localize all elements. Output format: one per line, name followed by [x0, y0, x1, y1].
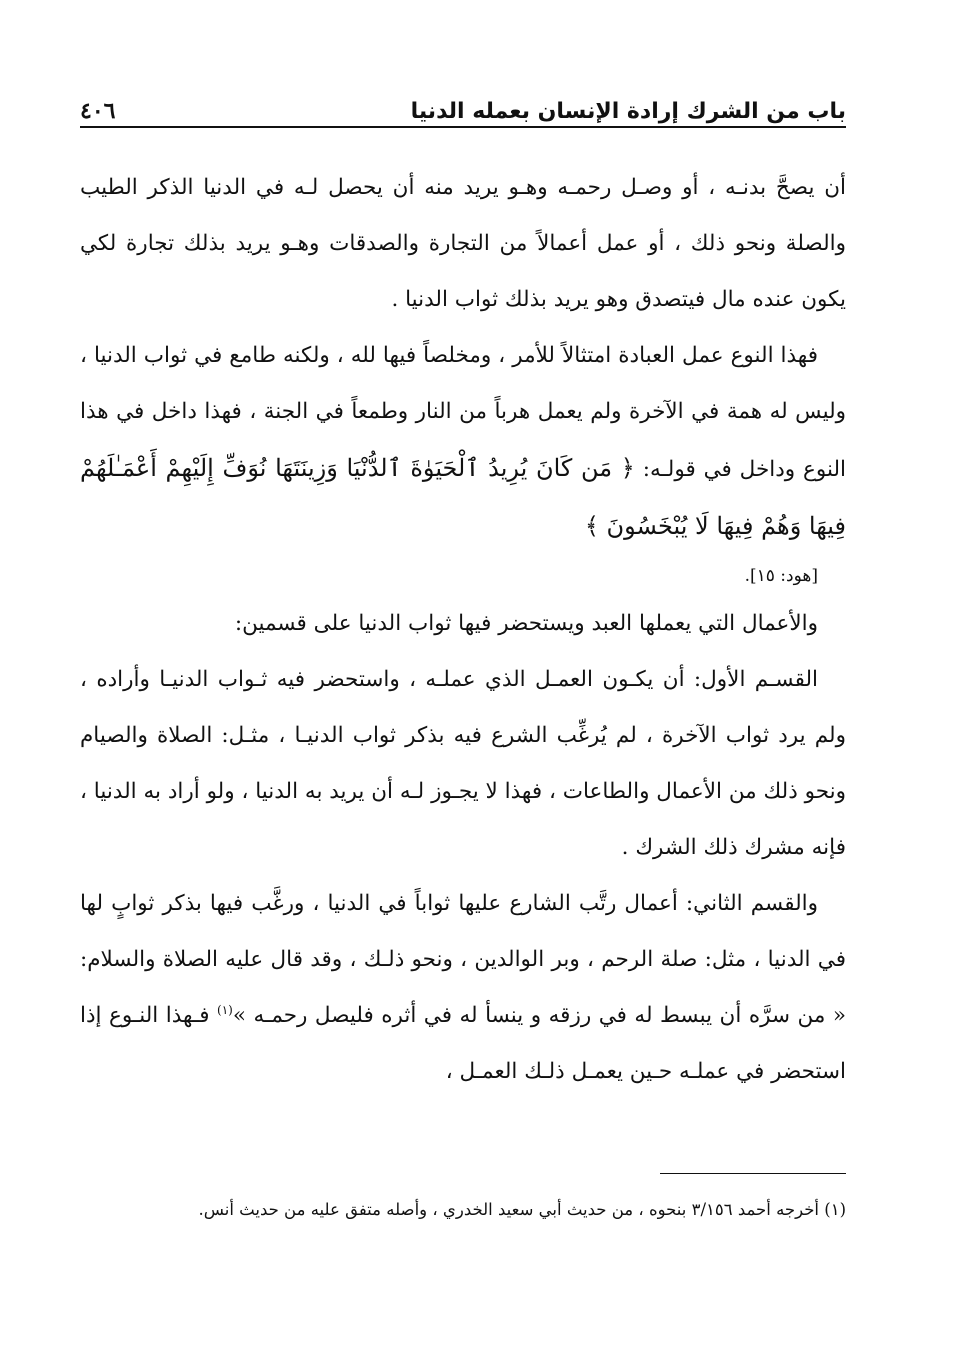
paragraph-2-text: فهذا النوع عمل العبادة امتثالاً للأمر ، ومخلصاً فيها لله ، ولكنه طامع في ثواب الدنيا ، وليس له همة في الآخرة ولم يعمل هرباً من النار وطمعاً في الجنة ، فهذا داخل في هذا النوع وداخل في قولـه: [80, 343, 846, 482]
paragraph-4: القسـم الأول: أن يكـون العمـل الذي عملـه ، واستحضر فيه ثـواب الدنيـا وأراده ، ولم يرد ثواب الآخرة ، لم يُرغِّب الشرع فيه بذكر ثواب الدنيـا ، مثـل: الصلاة والصيام ونحو ذلك من الأعمال والطاعات ، فهذا لا يجـوز لـه أن يريد به الدنيا ، ولو أراد به الدنيا ، فإنه مشرك ذلك الشرك . [80, 667, 846, 860]
paragraph-5-text: والقسم الثاني: أعمال رتَّب الشارع عليها ثواباً في الدنيا ، ورغَّب فيها بذكر ثوابٍ لها في الدنيا ، مثل: صلة الرحم ، وبر الوالدين ، ونحو ذلـك ، وقد قال عليه الصلاة والسلام: « من سرَّه أن يبسط له في رزقه و ينسأ له في أثره فليصل رحمـه » [80, 891, 846, 1028]
footnote: (١) أخرجه أحمد ٣/١٥٦ بنحوه ، من حديث أبي سعيد الخدري ، وأصله متفق عليه من حديث أنس. [198, 1200, 846, 1219]
paragraph-2 [80, 328, 846, 596]
page-number: ٤٠٦ [80, 98, 116, 124]
quran-verse: ﴿ مَن كَانَ يُرِيدُ ٱلْحَيَوٰةَ ٱلدُّنْيَا وَزِينَتَهَا نُوَفِّ إِلَيْهِمْ أَعْمَـٰلَهُمْ فِيهَا وَهُمْ فِيهَا لَا يُبْخَسُونَ ﴾ [80, 454, 846, 540]
footnote-rule [660, 1173, 846, 1174]
body-text [80, 160, 846, 1100]
running-title: باب من الشرك إرادة الإنسان بعمله الدنيا [410, 99, 846, 124]
paragraph-5 [80, 876, 846, 1100]
verse-reference: [هود: ١٥]. [744, 566, 818, 586]
paragraph-3: والأعمال التي يعملها العبد ويستحضر فيها ثواب الدنيا على قسمين: [234, 611, 818, 636]
footnote-marker: (١) [217, 1002, 233, 1017]
paragraph-5-tail: فـهذا النـوع إذا استحضر في عملـه حـين يعمـل ذلـك العمـل ، [80, 1003, 846, 1084]
paragraph-1: أن يصحَّ بدنـه ، أو وصـل رحمـه وهـو يريد منه أن يحصل لـه في الدنيا الذكر الطيب والصلة ونحو ذلك ، أو عمل أعمالاً من التجارة والصدقات وهـو يريد بذلك تجارة لكي يكون عنده مال فيتصدق وهو يريد بذلك ثواب الدنيا . [80, 175, 846, 312]
page-header [80, 88, 846, 124]
header-rule [80, 126, 846, 128]
